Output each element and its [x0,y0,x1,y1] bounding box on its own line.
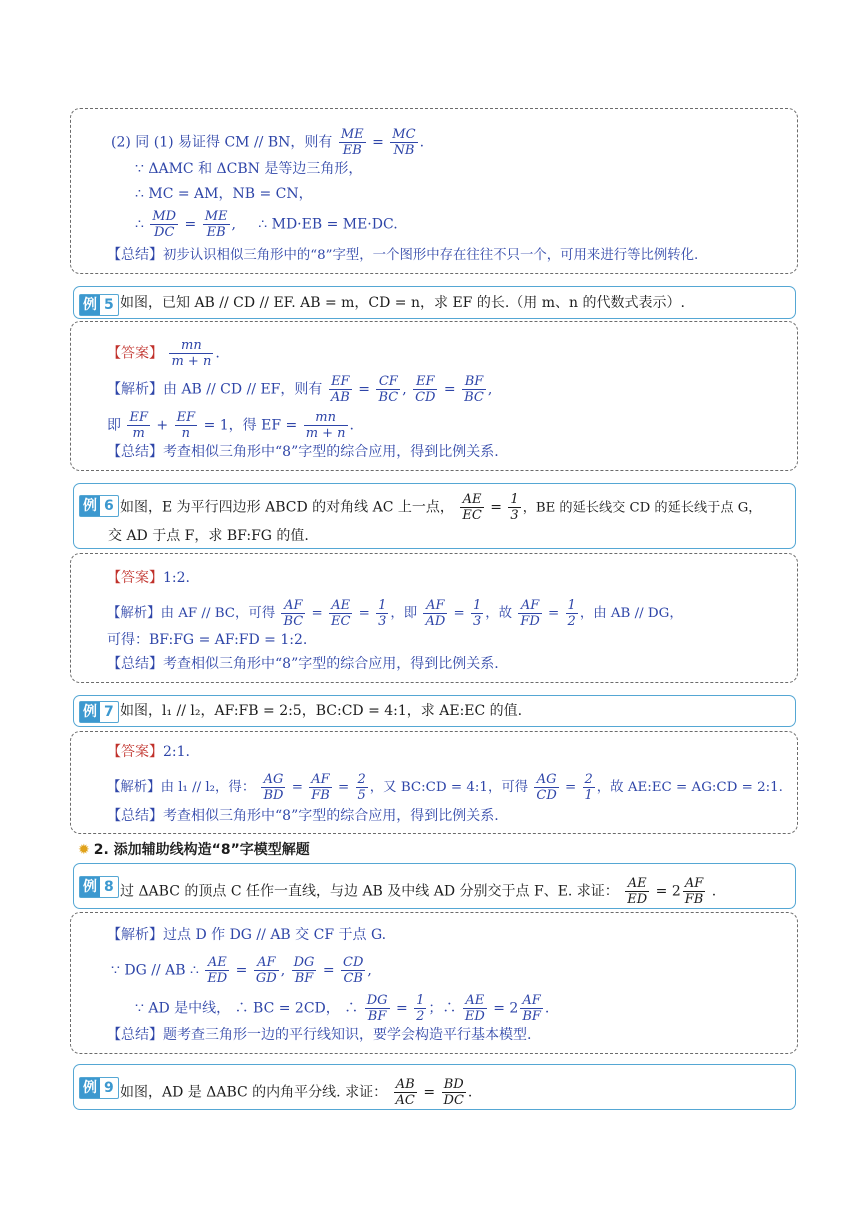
text-line: ∵ ΔAMC 和 ΔCBN 是等边三角形， [135,161,363,177]
denominator: 2 [416,1009,425,1024]
denominator: EC [462,508,482,523]
summary-text: 考查相似三角形中“8”字型的综合应用，得到比例关系. [163,656,499,672]
fraction [175,410,198,441]
fraction [462,374,486,405]
fraction [463,993,487,1024]
summary-tag: 【总结】 [107,808,163,824]
fraction [356,772,368,803]
text: (2) 同 (1) 易证得 CM // BN，则有 [111,134,333,151]
question-text [120,876,716,907]
example-number: 9 [104,1080,114,1096]
example-label: 例 [80,1078,100,1098]
fraction [203,209,230,240]
denominator: CB [343,971,363,986]
example-badge [79,876,119,898]
analysis-line: ∵ AD 是中线， ∴ BC = 2CD， ∴ $\frac{DG}{BF}$ = $\frac{1}{2}$ ；∴ $\frac{AE}{ED}$ = 2 $\frac{AF}{BF}$ . [135,993,550,1024]
denominator: CD [536,788,557,803]
fraction [205,955,229,986]
solution-box-top [70,108,798,274]
fraction [394,1077,417,1108]
answer-line [107,568,190,588]
numerator: AF [254,955,279,971]
text: . [711,883,717,900]
example-number: 5 [104,297,114,313]
denominator: CD [415,390,436,405]
summary-tag: 【总结】 [107,247,163,263]
denominator: ED [464,1009,485,1024]
text: ∵ AD 是中线， ∴ BC = 2CD， ∴ [135,1000,359,1017]
example-badge [79,495,119,517]
answer-tag: 【答案】 [107,345,163,362]
denominator: 1 [584,788,593,803]
fraction [508,492,520,523]
question-text: 交 AD 于点 F，求 BF:FG 的值. [108,528,309,544]
numerator: CD [343,955,364,970]
denominator: AB [330,390,350,405]
fraction [365,993,390,1024]
denominator: 5 [357,788,366,803]
numerator: 1 [378,598,387,613]
text: ，由 AB // DG， [579,606,683,621]
example-badge [79,701,119,723]
denominator: DC [154,225,175,240]
numerator: 2 [584,772,593,787]
fraction [329,598,352,629]
numerator: DG [366,993,388,1008]
text-line: ∴ $\frac{MD}{DC}$ = $\frac{ME}{EB}$ , ∴ MD·EB = ME·DC. [135,209,398,240]
fraction [413,374,437,405]
denominator: 3 [378,614,387,629]
text: = 2 [493,1000,519,1017]
example-number: 6 [104,498,114,514]
analysis-line [107,925,386,945]
summary-text: 题考查三角形一边的平行线知识，要学会构造平行基本模型. [163,1027,532,1043]
numerator: CF [376,374,400,390]
example-9-question [73,1064,796,1110]
numerator: AE [205,955,229,971]
fraction [329,374,352,405]
denominator: FD [520,614,540,629]
denominator: EB [206,225,226,240]
numerator: AB [394,1077,417,1093]
example-number: 8 [104,879,114,895]
denominator: m [132,426,145,441]
numerator: AF [683,876,706,892]
text: ∵ DG // AB ∴ [111,962,199,979]
summary-tag: 【总结】 [107,656,163,672]
numerator: AE [625,876,649,892]
answer-value: 1:2. [163,570,190,586]
denominator: BF [522,1009,541,1024]
analysis-line: 【解析】由 l₁ // l₂，得： $\frac{AG}{BD}$ = $\frac{AF}{FB}$ = $\frac{2}{5}$ ，又 BC:CD = 4:1，可得 $\frac{AG}{CD}$ = $\frac{2}{1}$ ，故 AE:EC = AG:CD = 2:1. [107,772,783,803]
fraction [309,772,332,803]
denominator: AD [425,614,446,629]
text: 如图，AD 是 ΔABC 的内角平分线. 求证： [120,1084,388,1101]
denominator: AC [395,1093,415,1108]
fraction [169,338,213,369]
text: 过 ΔABC 的顶点 C 任作一直线，与边 AB 及中线 AD 分别交于点 F、E. 求证： [120,883,619,900]
fraction [583,772,595,803]
numerator: AE [329,598,352,614]
answer-tag: 【答案】 [107,744,163,760]
fraction [150,209,178,240]
denominator: BF [294,971,314,986]
answer-line [107,742,190,762]
text: ，BE 的延长线交 CD 的延长线于点 G， [522,500,762,516]
fraction [442,1077,466,1108]
example-number: 7 [104,704,114,720]
numerator: EF [413,374,437,390]
fraction [534,772,558,803]
summary-line [107,442,499,462]
text: 由 AF // BC，可得 [160,606,276,621]
text: ，故 AE:EC = AG:CD = 2:1. [596,780,783,795]
denominator: m + n [305,426,346,441]
numerator: DG [293,955,315,970]
numerator: ME [204,209,228,224]
analysis-line: 【解析】由 AB // CD // EF，则有 $\frac{EF}{AB}$ = $\frac{CF}{BC}$ , $\frac{EF}{CD}$ = $\frac{BF}{BC}$ , [107,374,493,405]
summary-text: 初步认识相似三角形中的“8”字型，一个图形中存在往往不只一个，可用来进行等比例转化. [163,248,699,263]
denominator: 3 [510,508,519,523]
numerator: AF [423,598,447,614]
analysis-tag: 【解析】 [107,927,163,943]
numerator: AF [281,598,305,614]
analysis-line: ∵ DG // AB ∴ $\frac{AE}{ED}$ = $\frac{AF}{GD}$ , $\frac{DG}{BF}$ = $\frac{CD}{CB}$ , [111,955,372,986]
numerator: 1 [416,993,425,1008]
summary-tag: 【总结】 [107,1027,163,1043]
fraction [625,876,649,907]
denominator: n [181,426,191,441]
fraction [471,598,483,629]
numerator: EF [329,374,352,390]
fraction [460,492,483,523]
numerator: AE [460,492,483,508]
summary-line [107,1025,531,1045]
fraction [520,993,543,1024]
numerator: AG [261,772,285,788]
section-heading [78,839,310,859]
fraction [304,410,348,441]
numerator: BF [462,374,486,390]
summary-text: 考查相似三角形中“8”字型的综合应用，得到比例关系. [163,808,499,824]
answer-tag: 【答案】 [107,570,163,586]
example-8-solution [70,912,798,1054]
section-title: 2. 添加辅助线构造“8”字模型解题 [93,842,310,858]
numerator: mn [169,338,213,354]
summary-line [107,806,499,826]
example-label: 例 [80,702,100,722]
fraction [341,955,365,986]
example-5-question [73,286,796,319]
denominator: DC [443,1093,464,1108]
text: ，又 BC:CD = 4:1，可得 [369,780,529,795]
answer-line: 【答案】 $\frac{mn}{m + n}$ . [107,338,220,369]
example-label: 例 [80,496,100,516]
analysis-line: 可得：BF:FG = AF:FD = 1:2. [107,632,308,648]
denominator: BC [283,614,304,629]
denominator: BF [367,1009,387,1024]
example-label: 例 [80,295,100,315]
example-label: 例 [80,877,100,897]
fraction [339,127,366,158]
analysis-line: 【解析】由 AF // BC，可得 $\frac{AF}{BC}$ = $\frac{AE}{EC}$ = $\frac{1}{3}$ ，即 $\frac{AF}{AD}$ = $\frac{1}{3}$ ，故 $\frac{AF}{FD}$ = $\frac{1}{2}$ ，由 AB // DG， [107,598,683,629]
example-badge [79,1077,119,1099]
summary-tag: 【总结】 [107,444,163,460]
denominator: BC [464,390,484,405]
text-line: (2) 同 (1) 易证得 CM // BN，则有 $\frac{ME}{EB}$ = $\frac{MC}{NB}$ . [111,127,425,158]
summary-line [107,245,698,266]
fraction [390,127,417,158]
denominator: BD [263,788,284,803]
denominator: 2 [567,614,576,629]
numerator: AG [534,772,558,788]
fraction [414,993,426,1024]
numerator: MC [392,127,416,142]
analysis-tag: 【解析】 [107,780,161,795]
denominator: NB [393,143,415,158]
text: 如图，E 为平行四边形 ABCD 的对角线 AC 上一点， [120,499,454,516]
question-text: 如图，AD 是 ΔABC 的内角平分线. 求证： $\frac{AB}{AC}$ = $\frac{BD}{DC}$ . [120,1077,473,1108]
fraction [518,598,541,629]
denominator: ED [207,971,228,986]
fraction [683,876,706,907]
denominator: GD [255,971,277,986]
denominator: EC [330,614,351,629]
numerator: AF [520,993,543,1009]
example-7-question [73,695,796,727]
fraction [254,955,279,986]
summary-text: 考查相似三角形中“8”字型的综合应用，得到比例关系. [163,444,499,460]
text: ∴ MD·EB = ME·DC. [258,216,398,233]
fraction [261,772,285,803]
fraction [281,598,305,629]
denominator: BC [378,390,399,405]
denominator: FB [684,892,704,907]
numerator: MD [152,209,177,224]
numerator: ME [340,127,364,142]
numerator: BD [442,1077,466,1093]
example-5-solution [70,321,798,471]
text: ；∴ [428,1000,457,1017]
fraction [566,598,578,629]
denominator: ED [627,892,648,907]
fraction [292,955,317,986]
text: = 1，得 EF = [203,417,298,434]
fraction [423,598,447,629]
example-7-solution [70,731,798,834]
example-6-question [73,483,796,549]
text: 由 AB // CD // EF，则有 [163,381,323,398]
text-line: ∴ MC = AM，NB = CN， [135,186,313,202]
numerator: 1 [567,598,576,613]
denominator: m + n [171,354,212,369]
numerator: 2 [357,772,366,787]
denominator: 3 [473,614,482,629]
example-badge [79,294,119,316]
example-6-solution [70,553,798,683]
numerator: AE [463,993,487,1009]
analysis-tag: 【解析】 [107,381,163,398]
example-8-question [73,863,796,909]
denominator: EB [342,143,362,158]
numerator: AF [309,772,332,788]
analysis-line: 即 $\frac{EF}{m}$ + $\frac{EF}{n}$ = 1，得 EF = $\frac{mn}{m + n}$ . [107,410,354,441]
numerator: 1 [473,598,482,613]
text: ，故 [485,606,513,621]
question-text: 如图，E 为平行四边形 ABCD 的对角线 AC 上一点， $\frac{AE}{EC}$ = $\frac{1}{3}$ ，BE 的延长线交 CD 的延长线于点 G， [120,492,762,523]
numerator: mn [304,410,348,426]
numerator: 1 [510,492,519,507]
text: 由 l₁ // l₂，得： [160,780,256,795]
numerator: AF [518,598,541,614]
numerator: EF [176,410,196,425]
fraction [127,410,150,441]
question-text: 如图，已知 AB // CD // EF. AB = m，CD = n，求 EF 的长.（用 m、n 的代数式表示）. [120,295,685,311]
text: 即 [107,417,121,434]
question-text: 如图，l₁ // l₂，AF:FB = 2:5，BC:CD = 4:1，求 AE:EC 的值. [120,703,523,719]
numerator: EF [129,410,148,425]
denominator: FB [311,788,330,803]
summary-line [107,654,499,674]
fraction [376,374,400,405]
text: 过点 D 作 DG // AB 交 CF 于点 G. [163,927,387,943]
analysis-tag: 【解析】 [107,606,161,621]
text: = 2 [655,883,681,900]
text: ，即 [390,606,418,621]
answer-value: 2:1. [163,744,190,760]
fraction [376,598,388,629]
gear-icon: ✹ [78,842,90,858]
